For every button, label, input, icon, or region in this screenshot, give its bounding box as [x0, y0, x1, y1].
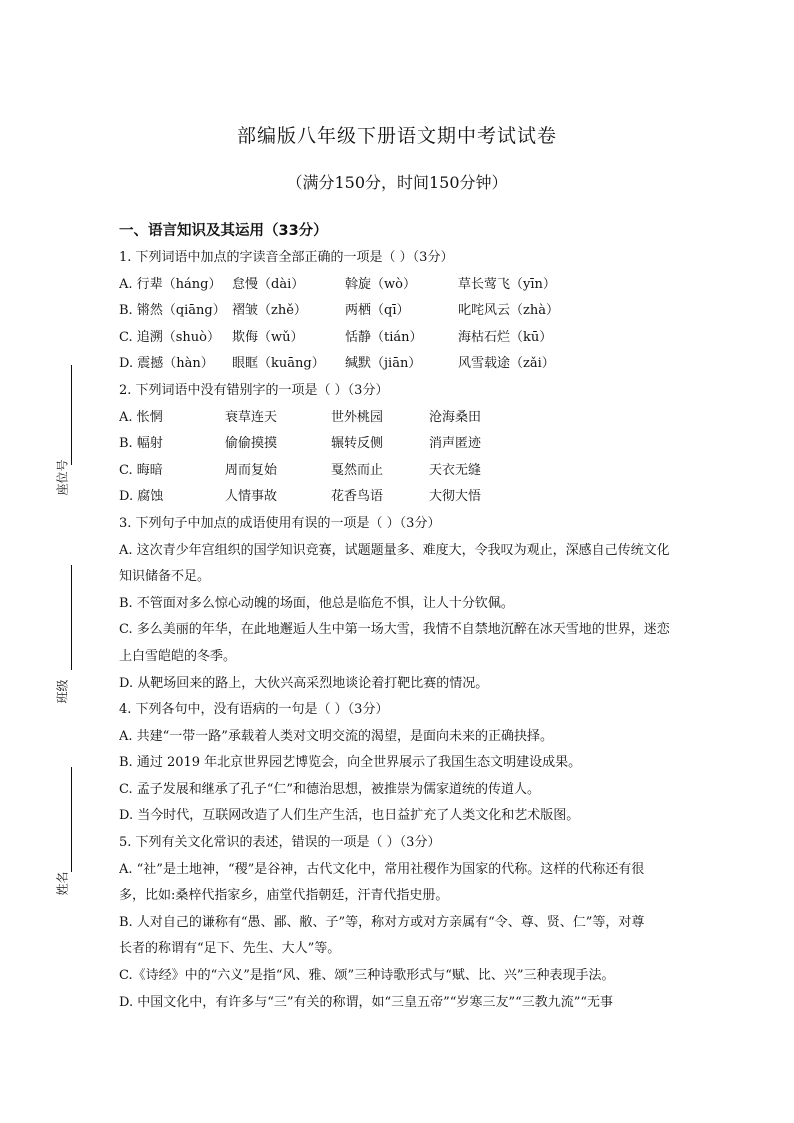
- option-cell: 两栖（qī）: [345, 303, 410, 319]
- option-cell: D. 腐蚀: [119, 489, 164, 505]
- question-5-stem: 5. 下列有关文化常识的表述，错误的一项是（ ）（3分）: [119, 835, 441, 851]
- option-cell: C. 晦暗: [119, 462, 163, 478]
- option-cell: A. 怅惘: [119, 409, 163, 425]
- question-5-line: B. 人对自己的谦称有“愚、鄙、敝、子”等，称对方或对方亲属有“令、尊、贤、仁”等，对尊: [119, 914, 645, 930]
- option-cell: 褶皱（zhě）: [232, 303, 307, 319]
- option-cell: D. 震撼（hàn）: [119, 356, 214, 372]
- name-label: 姓名: [55, 871, 70, 896]
- option-cell: 风雪载途（zǎi）: [458, 356, 555, 372]
- option-cell: 世外桃园: [331, 409, 384, 425]
- question-2-stem: 2. 下列词语中没有错别字的一项是（ ）（3分）: [119, 382, 389, 398]
- section-heading: 一、语言知识及其运用（33分）: [119, 223, 328, 239]
- question-2-option-a: [119, 405, 714, 432]
- question-3-line: 知识储备不足。: [119, 569, 211, 585]
- option-cell: B. 幅射: [119, 436, 163, 452]
- question-3-line: B. 不管面对多么惊心动魄的场面，他总是临危不惧，让人十分钦佩。: [119, 595, 514, 611]
- question-5-line: A. “社”是土地神，“稷”是谷神，古代文化中，常用社稷作为国家的代称。这样的代称还有很: [119, 861, 645, 877]
- exam-subtitle: （满分150分，时间150分钟）: [286, 173, 508, 192]
- seat-number-line: [71, 365, 72, 465]
- question-5-line: 多，比如:桑梓代指家乡，庙堂代指朝廷，汗青代指史册。: [119, 888, 449, 904]
- question-3-line: A. 这次青少年宫组织的国学知识竞赛，试题题量多、难度大，令我叹为观止，深感自己传统文化: [119, 542, 670, 558]
- question-3-line: D. 从靶场回来的路上，大伙兴高采烈地谈论着打靶比赛的情况。: [119, 675, 489, 691]
- question-3-line: 上白雪皑皑的冬季。: [119, 648, 237, 664]
- option-cell: 斡旋（wò）: [345, 276, 416, 292]
- option-cell: C. 追溯（shuò）: [119, 329, 220, 345]
- question-4-line: C. 孟子发展和继承了孔子“仁”和德治思想，被推崇为儒家道统的传道人。: [119, 781, 541, 797]
- question-5-line: 长者的称谓有“足下、先生、大人”等。: [119, 941, 341, 957]
- question-3-stem: 3. 下列句子中加点的成语使用有误的一项是（ ）（3分）: [119, 515, 441, 531]
- question-1-option-d: [119, 351, 714, 378]
- option-cell: 海枯石烂（kū）: [458, 329, 553, 345]
- option-cell: 辗转反侧: [331, 436, 384, 452]
- question-1-option-c: [119, 325, 714, 352]
- question-1-option-b: [119, 298, 714, 325]
- option-cell: 人情事故: [225, 489, 278, 505]
- question-4-line: A. 共建“一带一路”承载着人类对文明交流的渴望，是面向未来的正确抉择。: [119, 728, 553, 744]
- option-cell: 偷偷摸摸: [225, 436, 278, 452]
- name-line: [71, 767, 72, 872]
- question-1-stem: 1. 下列词语中加点的字读音全部正确的一项是（ ）（3分）: [119, 250, 454, 265]
- question-2-option-b: [119, 431, 714, 458]
- option-cell: 眼眶（kuāng）: [232, 356, 325, 372]
- option-cell: 花香鸟语: [331, 489, 384, 505]
- option-cell: 欺侮（wǔ）: [232, 329, 304, 345]
- question-4-line: B. 通过 2019 年北京世界园艺博览会，向全世界展示了我国生态文明建设成果。: [119, 755, 582, 771]
- option-cell: 沧海桑田: [429, 409, 482, 425]
- question-2-option-d: [119, 484, 714, 511]
- option-cell: 衰草连天: [225, 409, 278, 425]
- option-cell: 缄默（jiān）: [345, 356, 422, 372]
- option-cell: 草长莺飞（yīn）: [458, 276, 556, 292]
- question-1-option-a: [119, 272, 714, 299]
- question-4-line: D. 当今时代，互联网改造了人们生产生活，也日益扩充了人类文化和艺术版图。: [119, 808, 580, 824]
- class-line: [71, 565, 72, 670]
- class-label: 班级: [55, 679, 70, 704]
- option-cell: 大彻大悟: [429, 489, 482, 505]
- question-3-line: C. 多么美丽的年华，在此地邂逅人生中第一场大雪，我情不自禁地沉醉在冰天雪地的世界，迷恋: [119, 622, 670, 638]
- exam-title: 部编版八年级下册语文期中考试试卷: [236, 125, 557, 147]
- question-5-line: D. 中国文化中，有许多与“三”有关的称谓，如“三皇五帝”“岁寒三友”“三教九流”“无事: [119, 994, 614, 1010]
- option-cell: 周而复始: [225, 462, 278, 478]
- option-cell: A. 行辈（háng）: [119, 276, 222, 292]
- option-cell: 恬静（tián）: [345, 329, 423, 345]
- option-cell: 怠慢（dài）: [232, 276, 305, 292]
- option-cell: 戛然而止: [331, 462, 384, 478]
- seat-number-label: 座位号: [55, 459, 70, 496]
- question-4-stem: 4. 下列各句中，没有语病的一句是（ ）（3分）: [119, 702, 389, 718]
- option-cell: 消声匿迹: [429, 436, 482, 452]
- option-cell: B. 锵然（qiāng）: [119, 303, 226, 319]
- question-content: [119, 245, 714, 1016]
- question-5-line: C.《诗经》中的“六义”是指“风、雅、颂”三种诗歌形式与“赋、比、兴”三种表现手法。: [119, 968, 615, 984]
- option-cell: 叱咤风云（zhà）: [458, 303, 559, 319]
- option-cell: 天衣无缝: [429, 462, 482, 478]
- question-2-option-c: [119, 458, 714, 485]
